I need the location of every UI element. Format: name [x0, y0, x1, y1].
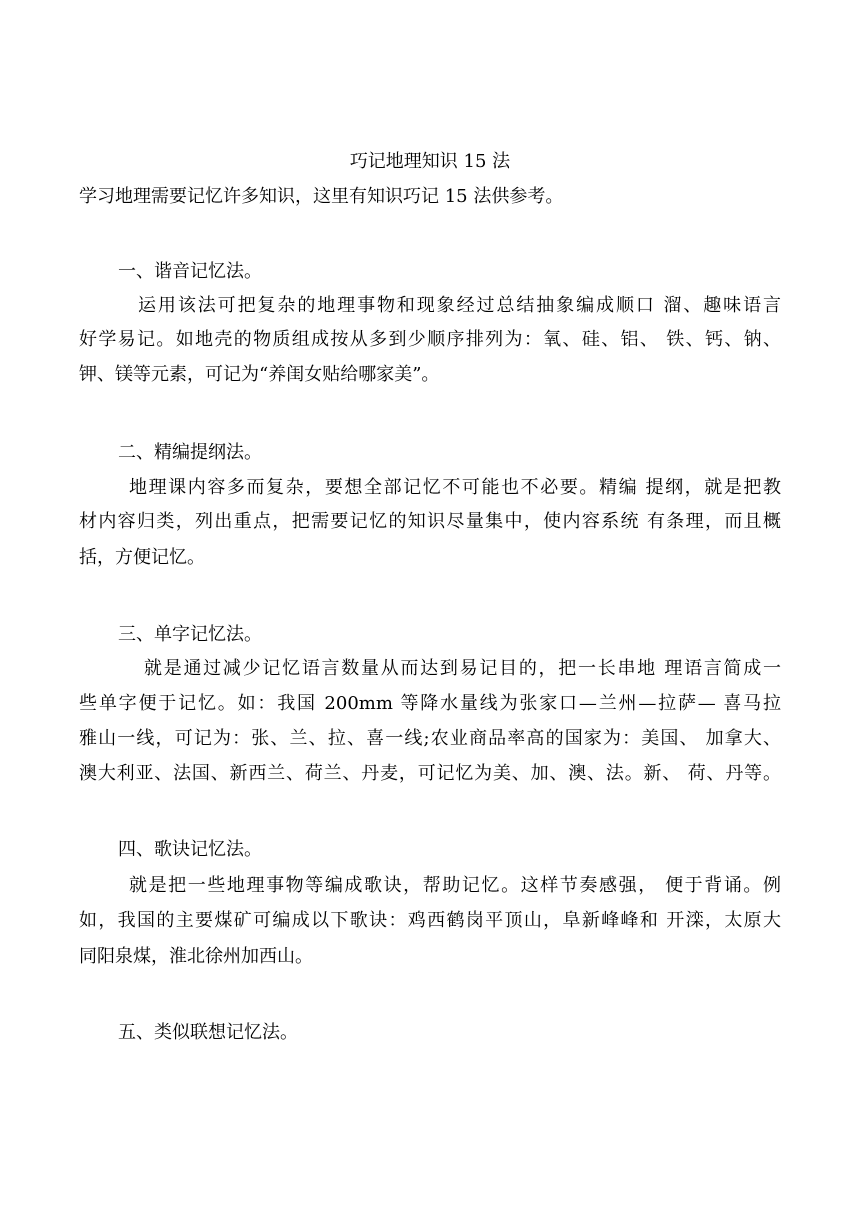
section-heading-3: 三、单字记忆法。 — [118, 624, 262, 645]
section-2-line-3: 括，方便记忆。 — [79, 547, 205, 568]
section-3-line-3: 雅山一线，可记为：张、兰、拉、喜一线;农业商品率高的国家为：美国、 加拿大、 — [79, 728, 781, 749]
section-heading-1: 一、谐音记忆法。 — [118, 261, 262, 282]
section-heading-2: 二、精编提纲法。 — [118, 442, 262, 463]
section-2-line-1: 地理课内容多而复杂，要想全部记忆不可能也不必要。精编 提纲，就是把教 — [129, 477, 781, 498]
section-4-line-1: 就是把一些地理事物等编成歌诀，帮助记忆。这样节奏感强， 便于背诵。例 — [129, 875, 781, 896]
section-3-line-4: 澳大利亚、法国、新西兰、荷兰、丹麦，可记忆为美、加、澳、法。新、 荷、丹等。 — [79, 763, 781, 784]
section-3-line-2: 些单字便于记忆。如：我国 200mm 等降水量线为张家口—兰州—拉萨— 喜马拉 — [79, 693, 781, 714]
section-3-line-1: 就是通过减少记忆语言数量从而达到易记目的，把一长串地 理语言简成一 — [144, 658, 781, 679]
section-1-line-1: 运用该法可把复杂的地理事物和现象经过总结抽象编成顺口 溜、趣味语言 — [138, 295, 781, 316]
section-4-line-2: 如，我国的主要煤矿可编成以下歌诀：鸡西鹤岗平顶山，阜新峰峰和 开滦，太原大 — [79, 910, 781, 931]
document-title: 巧记地理知识 15 法 — [349, 151, 511, 172]
section-4-line-3: 同阳泉煤，淮北徐州加西山。 — [79, 946, 313, 967]
section-1-line-2: 好学易记。如地壳的物质组成按从多到少顺序排列为：氧、硅、铝、 铁、钙、钠、 — [79, 329, 781, 350]
intro-paragraph: 学习地理需要记忆许多知识，这里有知识巧记 15 法供参考。 — [79, 186, 564, 207]
section-2-line-2: 材内容归类，列出重点，把需要记忆的知识尽量集中，使内容系统 有条理，而且概 — [79, 511, 781, 532]
section-heading-5: 五、类似联想记忆法。 — [118, 1022, 298, 1043]
section-heading-4: 四、歌诀记忆法。 — [118, 839, 262, 860]
section-1-line-3: 钾、镁等元素，可记为“养闺女贴给哪家美”。 — [79, 364, 440, 385]
